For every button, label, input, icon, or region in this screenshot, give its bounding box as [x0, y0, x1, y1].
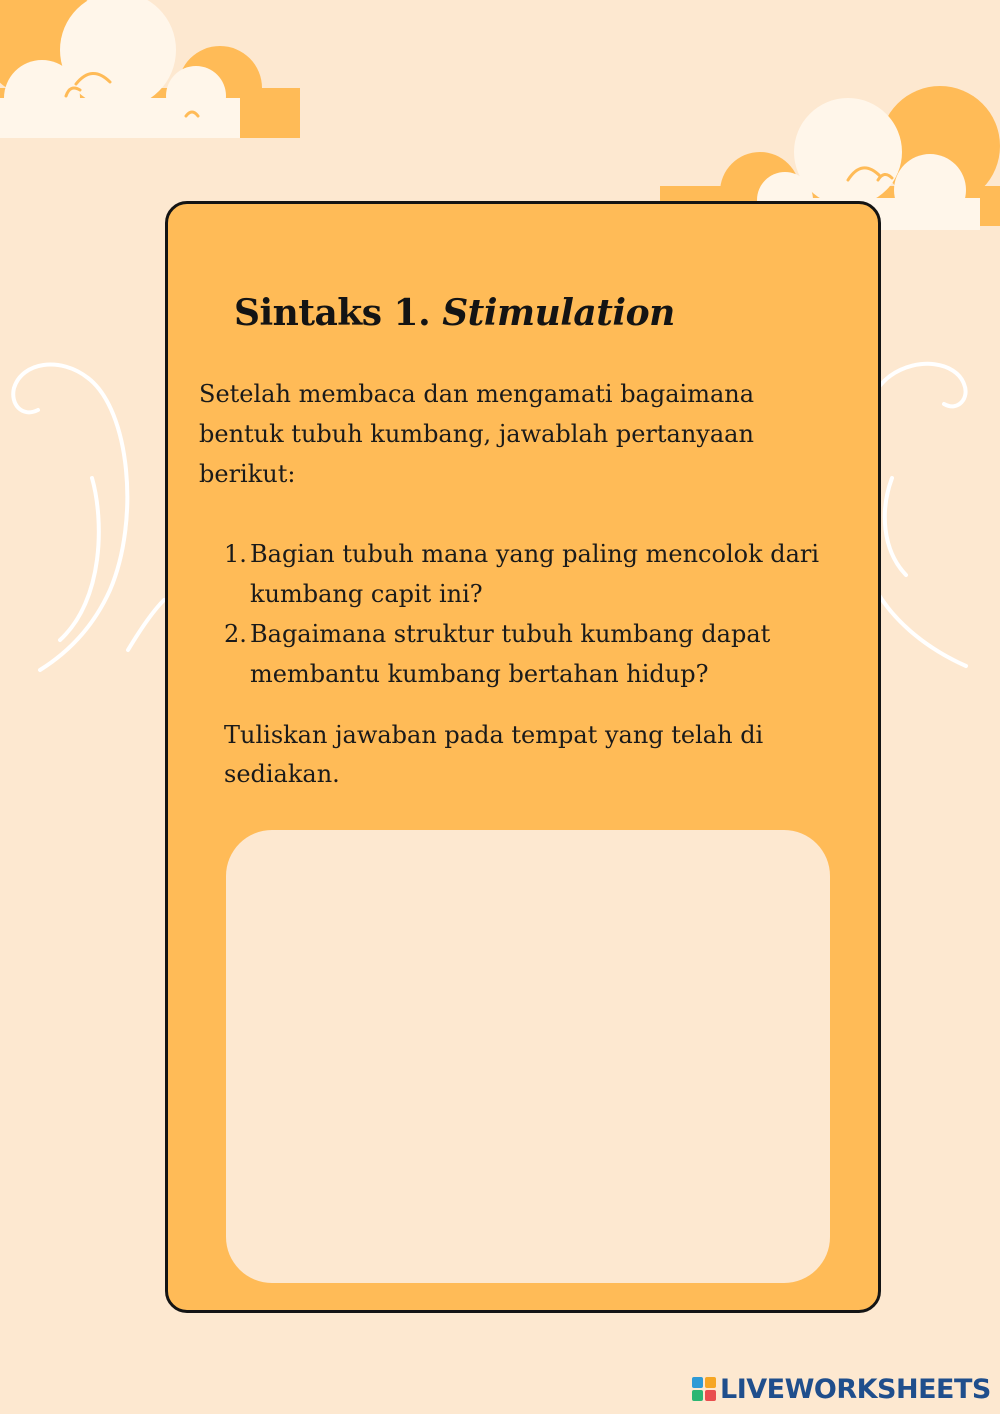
- question-number: 1.: [224, 540, 247, 568]
- title-emphasis: Stimulation: [442, 292, 675, 334]
- answer-textbox[interactable]: [226, 830, 830, 1283]
- instruction-text: Tuliskan jawaban pada tempat yang telah di sediakan.: [224, 721, 764, 788]
- brand-name: LIVEWORKSHEETS: [720, 1373, 991, 1405]
- page-title: [234, 292, 675, 334]
- list-item: [224, 534, 824, 614]
- wind-swirl-left-icon: [13, 365, 164, 670]
- intro-text: Setelah membaca dan mengamati bagaimana bentuk tubuh kumbang, jawablah pertanyaan berikut:: [199, 380, 755, 488]
- brand-logo: [692, 1372, 991, 1406]
- question-text: Bagaimana struktur tubuh kumbang dapat membantu kumbang bertahan hidup?: [250, 620, 771, 688]
- question-text: Bagian tubuh mana yang paling mencolok dari kumbang capit ini?: [250, 540, 820, 608]
- list-item: [224, 614, 824, 694]
- title-prefix: Sintaks 1.: [234, 292, 431, 334]
- question-list: [224, 534, 824, 694]
- worksheet-card: [165, 201, 881, 1313]
- liveworksheets-logo-icon: [692, 1377, 716, 1401]
- question-number: 2.: [224, 620, 247, 648]
- cloud-top-left-icon: [0, 0, 300, 138]
